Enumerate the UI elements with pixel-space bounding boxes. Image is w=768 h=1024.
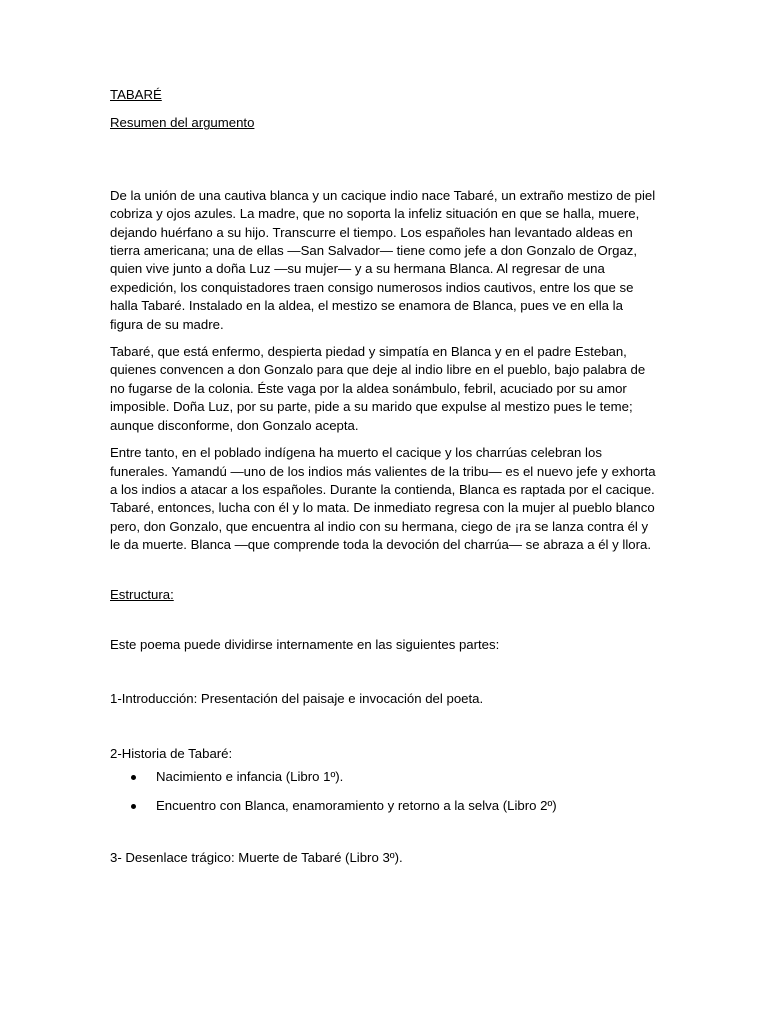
bullet-icon — [131, 775, 136, 780]
document-subtitle: Resumen del argumento — [110, 115, 255, 131]
structure-intro: Este poema puede dividirse internamente en las siguientes partes: — [110, 636, 500, 652]
structure-heading: Estructura: — [110, 586, 174, 602]
list-item-text: Nacimiento e infancia (Libro 1º). — [156, 769, 344, 785]
list-item — [110, 797, 658, 815]
document-page — [110, 86, 658, 903]
document-title: TABARÉ — [110, 87, 162, 102]
bullet-icon — [131, 804, 136, 809]
summary-paragraph-2: Tabaré, que está enfermo, despierta piedad y simpatía en Blanca y en el padre Esteban, quienes convencen a don Gonzalo para que deje al indio libre en el pueblo, bajo palabra de no fugarse de la colonia. Éste vaga por la aldea sonámbulo, febril, acuciado por su amor imposible. Doña Luz, por su parte, pide a su marido que expulse al mestizo pues le teme; aunque disconforme, don Gonzalo acepta. — [110, 344, 646, 433]
summary-paragraph-1: De la unión de una cautiva blanca y un cacique indio nace Tabaré, un extraño mestizo de piel cobriza y ojos azules. La madre, que no soporta la infeliz situación en que se halla, muere, dejando huérfano a su hijo. Transcurre el tiempo. Los españoles han levantado aldeas en tierra americana; una de ellas —San Salvador— tiene como jefe a don Gonzalo de Orgaz, quien vive junto a doña Luz —su mujer— y a su hermana Blanca. Al regresar de una expedición, los conquistadores traen consigo numerosos indios cautivos, entre los que se halla Tabaré. Instalado en la aldea, el mestizo se enamora de Blanca, pues ve en ella la figura de su madre. — [110, 187, 656, 332]
part-1-line: 1-Introducción: Presentación del paisaje e invocación del poeta. — [110, 691, 484, 707]
summary-paragraph-3: Entre tanto, en el poblado indígena ha muerto el cacique y los charrúas celebran los funerales. Yamandú —uno de los indios más valientes de la tribu— es el nuevo jefe y exhorta a los indios a atacar a los españoles. Durante la contienda, Blanca es raptada por el cacique. Tabaré, entonces, lucha con él y lo mata. De inmediato regresa con la mujer al pueblo blanco pero, don Gonzalo, que encuentra al indio con su hermana, ciego de ¡ra se lanza contra él y le da muerte. Blanca —que comprende toda la devoción del charrúa— se abraza a él y llora. — [110, 445, 656, 553]
list-item — [110, 768, 658, 786]
part-2-list — [110, 768, 658, 815]
part-3-line: 3- Desenlace trágico: Muerte de Tabaré (Libro 3º). — [110, 849, 403, 865]
part-2-heading: 2-Historia de Tabaré: — [110, 745, 233, 761]
list-item-text: Encuentro con Blanca, enamoramiento y retorno a la selva (Libro 2º) — [156, 797, 557, 813]
